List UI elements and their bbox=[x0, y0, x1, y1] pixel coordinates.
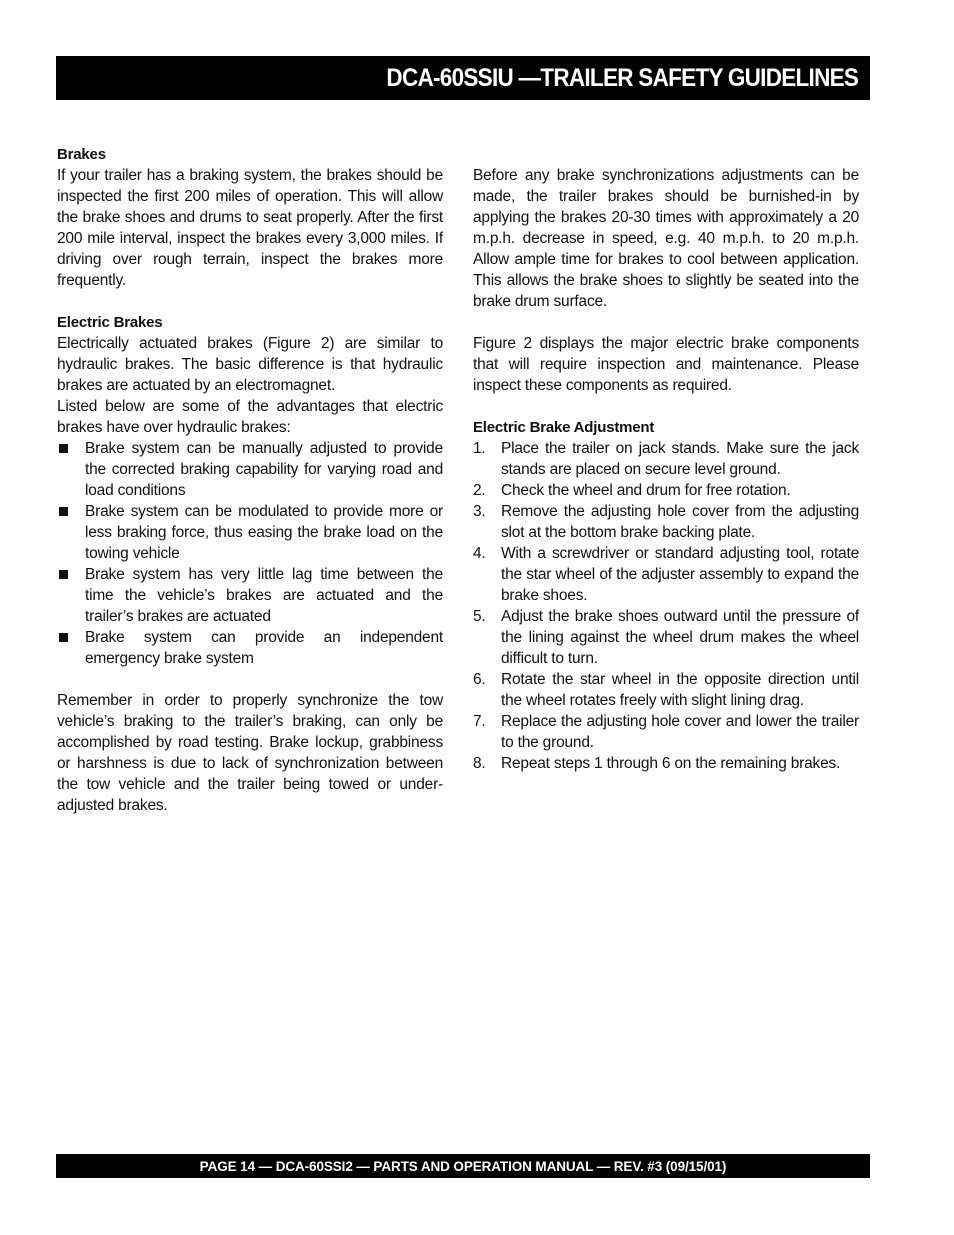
page-footer: PAGE 14 — DCA-60SSI2 — PARTS AND OPERATION MANUAL — REV. #3 (09/15/01) bbox=[199, 1158, 727, 1174]
list-item: 4. With a screwdriver or standard adjusting tool, rotate the star wheel of the adjuster assembly to expand the brake shoes. bbox=[473, 545, 859, 604]
adjustment-steps bbox=[473, 438, 859, 774]
list-item: 5. Adjust the brake shoes outward until the pressure of the lining against the wheel drum makes the wheel difficult to turn. bbox=[473, 608, 859, 667]
electric-brakes-heading: Electric Brakes bbox=[57, 314, 163, 331]
brakes-paragraph: If your trailer has a braking system, the brakes should be inspected the first 200 miles of operation. This will allow the brake shoes and drums to seat properly. After the first 200 mile interval, inspect the brakes every 3,000 miles. If driving over rough terrain, inspect the brakes more frequently. bbox=[57, 167, 443, 289]
list-item: 2. Check the wheel and drum for free rotation. bbox=[473, 482, 791, 499]
bullet-square-icon bbox=[59, 570, 68, 579]
bullet-square-icon bbox=[59, 633, 68, 642]
title-bar bbox=[56, 56, 870, 100]
list-item: Brake system can be modulated to provide more or less braking force, thus easing the brake load on the towing vehicle bbox=[57, 501, 443, 564]
list-item: Brake system can provide an independent emergency brake system bbox=[57, 627, 443, 669]
bullet-square-icon bbox=[59, 444, 68, 453]
list-item: 3. Remove the adjusting hole cover from the adjusting slot at the bottom brake backing plate. bbox=[473, 503, 859, 541]
list-item: 6. Rotate the star wheel in the opposite direction until the wheel rotates freely with slight lining drag. bbox=[473, 671, 859, 709]
list-item: Brake system can be manually adjusted to provide the corrected braking capability for varying road and load conditions bbox=[57, 438, 443, 501]
advantages-list bbox=[57, 438, 443, 669]
brakes-heading: Brakes bbox=[57, 146, 106, 163]
list-item: 7. Replace the adjusting hole cover and lower the trailer to the ground. bbox=[473, 713, 859, 751]
remember-paragraph: Remember in order to properly synchronize the tow vehicle’s braking to the trailer’s braking, can only be accomplished by road testing. Brake lockup, grabbiness or harshness is due to lack of synchronization between the tow vehicle and the trailer being towed or under-adjusted brakes. bbox=[57, 692, 443, 814]
footer-bar bbox=[56, 1154, 870, 1178]
bullet-square-icon bbox=[59, 507, 68, 516]
page-title: DCA-60SSIU —TRAILER SAFETY GUIDELINES bbox=[386, 63, 858, 92]
right-column bbox=[473, 165, 859, 774]
burnish-paragraph: Before any brake synchronizations adjustments can be made, the trailer brakes should be burnished-in by applying the brakes 20-30 times with approximately a 20 m.p.h. decrease in speed, e.g. 40 m.p.h. to 20 m.p.h. Allow ample time for brakes to cool between application. This allows the brake shoes to slightly be seated into the brake drum surface. bbox=[473, 167, 859, 310]
list-item: 1. Place the trailer on jack stands. Make sure the jack stands are placed on secure level ground. bbox=[473, 440, 859, 478]
list-item: 8. Repeat steps 1 through 6 on the remaining brakes. bbox=[473, 755, 841, 772]
brake-adjustment-heading: Electric Brake Adjustment bbox=[473, 419, 655, 436]
advantages-intro: Listed below are some of the advantages that electric brakes have over hydraulic brakes: bbox=[57, 398, 443, 436]
figure-paragraph: Figure 2 displays the major electric brake components that will require inspection and maintenance. Please inspect these components as required. bbox=[473, 335, 859, 394]
left-column bbox=[57, 144, 443, 816]
list-item: Brake system has very little lag time between the time the vehicle’s brakes are actuated and the trailer’s brakes are actuated bbox=[57, 564, 443, 627]
electric-brakes-paragraph: Electrically actuated brakes (Figure 2) are similar to hydraulic brakes. The basic difference is that hydraulic brakes are actuated by an electromagnet. bbox=[57, 335, 443, 394]
